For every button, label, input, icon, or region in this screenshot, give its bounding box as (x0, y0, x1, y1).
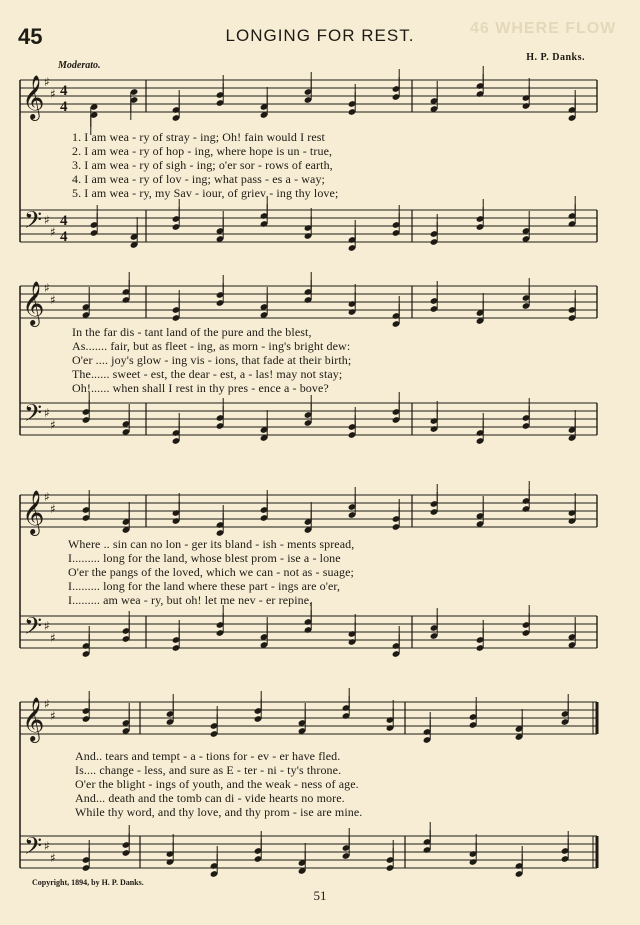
lyric-line: The...... sweet - est, the dear - est, a - las! may not stay; (72, 367, 343, 381)
lyric-line: Is.... change - less, and sure as E - ter - ni - ty's throne. (75, 763, 342, 777)
bass-clef-icon: 𝄢 (24, 832, 43, 865)
lyric-line: O'er .... joy's glow - ing vis - ions, that fade at their birth; (72, 353, 352, 367)
sharp-icon: ♯ (44, 281, 50, 295)
time-signature-bottom: 4 (60, 229, 68, 245)
lyric-line: Where .. sin can no lon - ger its bland - ish - ments spread, (68, 537, 355, 551)
lyric-line: 3. I am wea - ry of sigh - ing; o'er sor - rows of earth, (72, 158, 333, 172)
bass-clef-icon: 𝄢 (24, 206, 43, 239)
lyric-line: O'er the blight - ings of youth, and the weak - ness of age. (75, 777, 359, 791)
bass-clef-icon: 𝄢 (24, 612, 43, 645)
lyric-line: I......... long for the land where these part - ings are o'er, (68, 579, 341, 593)
sharp-icon: ♯ (50, 709, 56, 723)
sharp-icon: ♯ (50, 293, 56, 307)
treble-clef-icon: 𝄞 (22, 281, 45, 325)
lyric-line: And.. tears and tempt - a - tions for - ev - er have fled. (75, 749, 341, 763)
bleed-through-text: 46 WHERE FLOW (470, 20, 617, 37)
sharp-icon: ♯ (44, 619, 50, 633)
sharp-icon: ♯ (50, 851, 56, 865)
hymn-title: LONGING FOR REST. (225, 26, 415, 45)
copyright-notice: Copyright, 1894, by H. P. Danks. (32, 878, 144, 887)
time-signature-bottom: 4 (60, 99, 68, 115)
time-signature-top: 4 (60, 83, 68, 99)
page-number: 51 (313, 888, 327, 903)
lyric-line: 1. I am wea - ry of stray - ing; Oh! fain would I rest (72, 130, 325, 144)
lyric-line: In the far dis - tant land of the pure and the blest, (72, 325, 312, 339)
sharp-icon: ♯ (50, 631, 56, 645)
sharp-icon: ♯ (44, 75, 50, 89)
composer-credit: H. P. Danks. (526, 52, 585, 63)
hymn-number: 45 (18, 24, 43, 49)
lyric-line: 4. I am wea - ry of lov - ing; what pass - es a - way; (72, 172, 325, 186)
tempo-marking: Moderato. (58, 60, 101, 71)
sharp-icon: ♯ (50, 418, 56, 432)
sharp-icon: ♯ (50, 225, 56, 239)
lyric-line: I......... am wea - ry, but oh! let me nev - er repine, (68, 593, 313, 607)
treble-clef-icon: 𝄞 (22, 490, 45, 534)
sharp-icon: ♯ (44, 697, 50, 711)
lyric-line: As....... fair, but as fleet - ing, as morn - ing's bright dew: (72, 339, 351, 353)
lyric-line: O'er the pangs of the loved, which we can - not as - suage; (68, 565, 354, 579)
sharp-icon: ♯ (44, 839, 50, 853)
treble-clef-icon: 𝄞 (22, 697, 45, 741)
sharp-icon: ♯ (50, 502, 56, 516)
time-signature-top: 4 (60, 213, 68, 229)
lyric-line: 2. I am wea - ry of hop - ing, where hope is un - true, (72, 144, 333, 158)
lyric-line: Oh!...... when shall I rest in thy pres - ence a - bove? (72, 381, 329, 395)
sharp-icon: ♯ (44, 490, 50, 504)
lyric-line: While thy word, and thy love, and thy prom - ise are mine. (75, 805, 363, 819)
sharp-icon: ♯ (44, 406, 50, 420)
lyric-line: I......... long for the land, whose blest prom - ise a - lone (68, 551, 341, 565)
sharp-icon: ♯ (44, 213, 50, 227)
treble-clef-icon: 𝄞 (22, 75, 45, 119)
sharp-icon: ♯ (50, 87, 56, 101)
lyric-line: And... death and the tomb can di - vide hearts no more. (75, 791, 345, 805)
bass-clef-icon: 𝄢 (24, 399, 43, 432)
lyric-line: 5. I am wea - ry, my Sav - iour, of griev - ing thy love; (72, 186, 339, 200)
